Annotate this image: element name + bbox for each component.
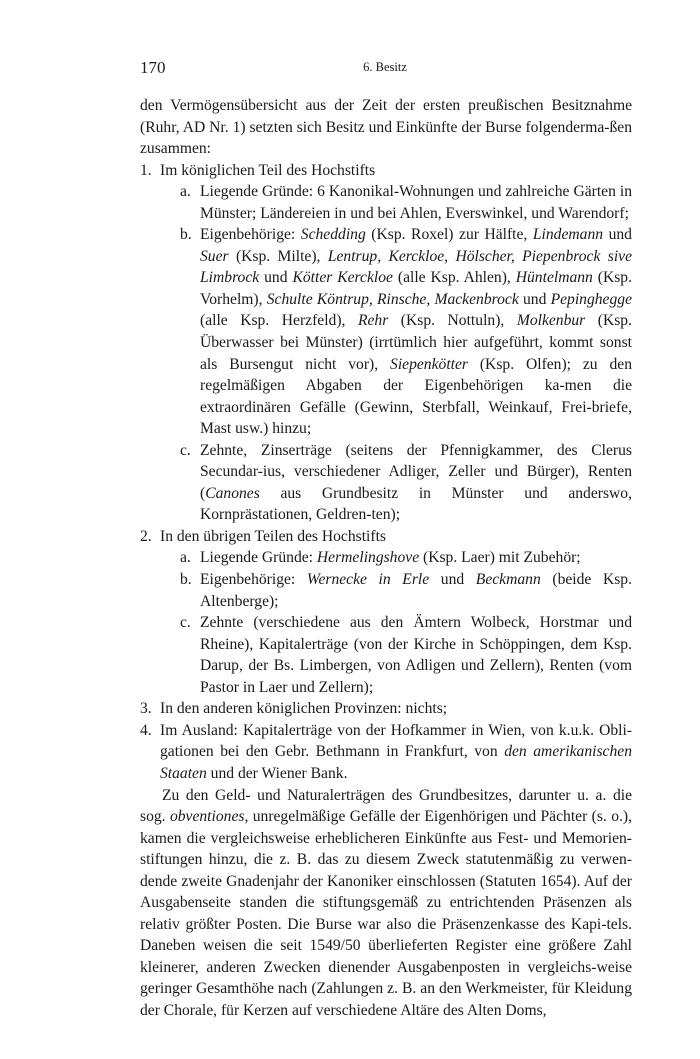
italic-name: Lindemann [532,226,604,244]
italic-term: obventiones [169,808,245,826]
italic-name: Siepenkötter [390,355,468,373]
sublist-item [160,569,632,612]
item-text: Liegende Gründe: 6 Kanonikal-Wohnungen und zahlreiche Gärten in Münster; Ländereien in und bei Ahlen, Everswinkel, und Warendorf; [200,183,632,222]
italic-name: Molkenbur [516,312,586,330]
italic-name: Wernecke in Erle [306,571,430,589]
italic-name: Schedding [300,226,366,244]
sublist-marker: a. [180,183,191,201]
item-text: Eigenbehörige: Wernecke in Erle und Beckmann (beide Ksp. Altenberge); [200,571,632,610]
section-title: In den übrigen Teilen des Hochstifts [160,527,386,545]
sublist-marker: b. [180,226,192,244]
intro-paragraph: den Vermögensübersicht aus der Zeit der ersten preußischen Besitznahme (Ruhr, AD Nr. 1) setzten sich Besitz und Einkünfte der Burse folgenderma-ßen zusammen: [140,97,632,158]
sublist-item [160,612,632,698]
sublist-item [160,440,632,526]
item-text: Zehnte, Zinserträge (seitens der Pfennigkammer, des Clerus Secundar-ius, verschiedener Adliger, Zeller und Bürger), Renten (Canones aus Grundbesitz in Münster und anderswo, Kornprästationen, Geldren-ten); [200,441,632,524]
sublist-marker: b. [180,571,192,589]
italic-name: Rehr [357,312,389,330]
italic-name: Suer [200,247,229,265]
item-text: Zehnte (verschiedene aus den Ämtern Wolbeck, Horstmar und Rheine), Kapitalerträge (von der Kirche in Schöppingen, dem Ksp. Darup, der Bs. Limbergen, von Adligen und Zellern), Renten (vom Pastor in Laer und Zellern); [200,614,632,696]
sublist-item [160,224,632,439]
item-text: Im Ausland: Kapitalerträge von der Hofkammer in Wien, von k.u.k. Obli-gationen bei den Gebr. Bethmann in Frankfurt, von den amerikanischen Staaten und der Wiener Bank. [160,721,632,782]
sublist [160,181,632,526]
body-text [140,95,632,1022]
list-marker: 2. [140,527,152,545]
italic-name: Hermelingshove [316,549,420,567]
section-title: In den anderen königlichen Provinzen: nichts; [160,700,448,718]
item-text: Eigenbehörige: Schedding (Ksp. Roxel) zur Hälfte, Lindemann und Suer (Ksp. Milte), Lentrup, Kerckloe, Hölscher, Piepenbrock sive Limbrock und Kötter Kerckloe (alle Ksp. Ahlen), Hüntelmann (Ksp. Vorhelm), Schulte Köntrup, Rinsche, Mackenbrock und Pepinghegge (alle Ksp. Herzfeld), Rehr (Ksp. Nottuln), Molkenbur (Ksp. Überwasser bei Münster) (irrtümlich hier aufgeführt, kommt sonst als Bursengut nicht vor), Siepenkötter (Ksp. Olfen); zu den regelmäßigen Abgaben der Eigenbehörigen ka-men die extraordinären Gefälle (Gewinn, Sterbfall, Weinkauf, Frei-briefe, Mast usw.) hinzu; [200,226,633,438]
sublist-marker: c. [180,614,191,632]
italic-term: den amerikanischen Staaten [160,743,632,782]
closing-paragraph: Zu den Geld- und Naturalerträgen des Grundbesitzes, darunter u. a. die sog. obventiones, unregelmäßige Gefälle der Eigenhörigen und Pächter (s. o.), kamen die vergleichsweise erheblicheren Einkünfte aus Fest- und Memorien-stiftungen hinzu, die z. B. das zu diesem Zweck statutenmäßig zu verwen-dende zweite Gnadenjahr der Kanoniker einschlossen (Statuten 1654). Auf der Ausgabenseite standen die stiftungsgemäß zu entrichtenden Präsenzen als relativ größter Posten. Die Burse war also die Präsenzenkasse des Kapi-tels. Daneben weisen die seit 1549/50 überlieferten Register eine größere Zahl kleinerer, anderen Zwecken dienender Ausgabenposten in vergleichs-weise geringer Gesamthöhe nach (Zahlungen z. B. an den Werkmeister, für Kleidung der Chorale, für Kerzen auf verschiedene Altäre des Alten Doms, [140,786,632,1019]
sublist-marker: c. [180,441,191,459]
italic-name: Hüntelmann [515,269,593,287]
list-marker: 1. [140,161,152,179]
list-item [140,160,632,526]
list-marker: 4. [140,721,152,739]
list-item [140,526,632,698]
sublist [160,547,632,698]
italic-name: Kötter Kerckloe [292,269,393,287]
item-text: Liegende Gründe: Hermelingshove (Ksp. Laer) mit Zubehör; [200,549,581,567]
italic-name: Beckmann [475,571,541,589]
section-title: Im königlichen Teil des Hochstifts [160,161,376,179]
asset-list [140,160,632,785]
sublist-item [160,181,632,224]
page-header [140,58,630,82]
sublist-item [160,547,632,569]
italic-term: Canones [205,484,260,502]
list-item [140,720,632,785]
italic-name: Schulte Köntrup, Rinsche, Mackenbrock [266,290,519,308]
running-title: 6. Besitz [363,60,407,74]
page-number: 170 [140,58,166,77]
italic-name: Lentrup, Kerckloe, Hölscher, Piepenbrock sive Limbrock [200,247,632,287]
list-item [140,698,632,720]
list-marker: 3. [140,700,152,718]
italic-name: Pepinghegge [550,290,632,308]
sublist-marker: a. [180,549,191,567]
